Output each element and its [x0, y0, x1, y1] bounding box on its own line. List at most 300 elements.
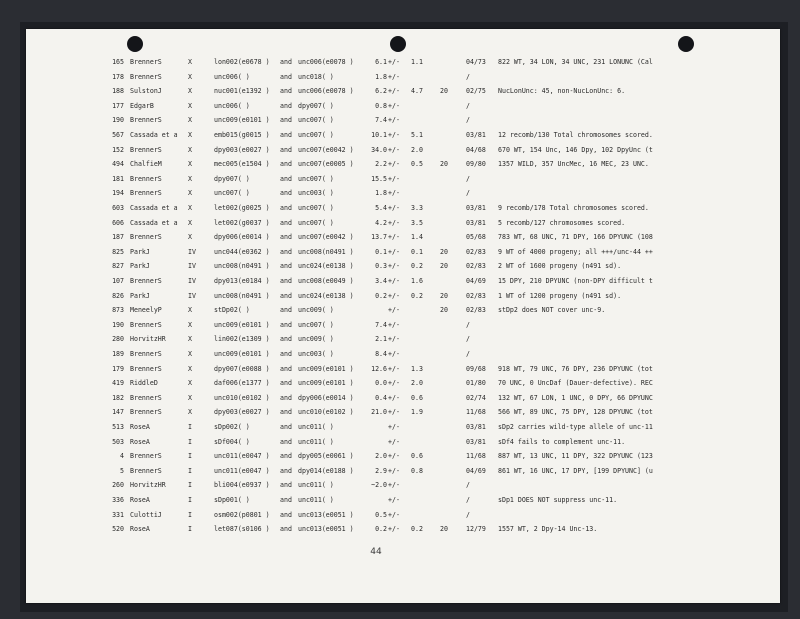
- conjunction-cell: and: [280, 350, 292, 358]
- gene-1-cell: unc009(e0101 ): [214, 350, 270, 358]
- error-cell: 0.2: [411, 291, 423, 300]
- table-row: [26, 84, 780, 98]
- gene-2-cell: dpy006(e0014 ): [298, 393, 354, 402]
- note-cell: 1557 WT, 2 Dpy-14 Unc-13.: [498, 525, 598, 534]
- gene-2-cell: unc011( ): [298, 481, 334, 490]
- conjunction-cell: and: [280, 218, 292, 227]
- table-row: [26, 493, 780, 507]
- gene-1-cell: unc011(e0047 ): [214, 466, 270, 475]
- record-number-cell: 827: [112, 262, 124, 271]
- gene-2-cell: unc006(e0078 ): [298, 87, 354, 96]
- gene-1-cell: emb015(g0015 ): [214, 131, 270, 139]
- table-row: [26, 318, 780, 332]
- map-distance-cell: 2.1: [375, 335, 387, 344]
- date-cell: 03/81: [466, 218, 486, 227]
- author-cell: CulottiJ: [130, 510, 162, 519]
- map-distance-cell: 0.0: [375, 379, 387, 388]
- map-distance-cell: 15.5: [371, 174, 387, 183]
- author-cell: ParkJ: [130, 262, 150, 271]
- author-cell: ParkJ: [130, 247, 150, 256]
- gene-2-cell: unc011( ): [298, 423, 334, 431]
- record-number-cell: 152: [112, 145, 124, 154]
- plus-minus-cell: +/-: [388, 131, 400, 139]
- author-cell: Cassada et a: [130, 218, 178, 227]
- note-cell: 70 UNC, 0 UncDaf (Dauer-defective). REC: [498, 379, 653, 388]
- date-cell: 02/74: [466, 393, 486, 402]
- gene-1-cell: stDp02( ): [214, 306, 250, 315]
- gene-1-cell: dpy006(e0014 ): [214, 233, 270, 242]
- error-cell: 0.2: [411, 262, 423, 271]
- gene-2-cell: unc024(e0138 ): [298, 291, 354, 300]
- date-cell: 04/69: [466, 466, 486, 475]
- date-cell: 03/81: [466, 437, 486, 446]
- date-cell: 04/69: [466, 277, 486, 285]
- error-cell: 4.7: [411, 87, 423, 96]
- plus-minus-cell: +/-: [388, 233, 400, 242]
- note-cell: 15 DPY, 210 DPYUNC (non-DPY difficult t: [498, 277, 653, 285]
- conjunction-cell: and: [280, 87, 292, 96]
- plus-minus-cell: +/-: [388, 277, 400, 285]
- plus-minus-cell: +/-: [388, 423, 400, 431]
- table-row: [26, 362, 780, 376]
- count-cell: 20: [440, 525, 448, 534]
- conjunction-cell: and: [280, 174, 292, 183]
- author-cell: HorvitzHR: [130, 481, 166, 490]
- gene-1-cell: unc007( ): [214, 189, 250, 198]
- conjunction-cell: and: [280, 72, 292, 81]
- conjunction-cell: and: [280, 379, 292, 388]
- conjunction-cell: and: [280, 204, 292, 212]
- chromosome-cell: I: [188, 525, 192, 534]
- map-distance-cell: 0.5: [375, 510, 387, 519]
- gene-2-cell: unc009(e0101 ): [298, 364, 354, 373]
- note-cell: 9 WT of 4000 progeny; all +++/unc-44 ++: [498, 247, 653, 256]
- conjunction-cell: and: [280, 364, 292, 373]
- record-number-cell: 873: [112, 306, 124, 315]
- gene-1-cell: dpy003(e0027 ): [214, 408, 270, 417]
- author-cell: BrennerS: [130, 189, 162, 198]
- record-number-cell: 503: [112, 437, 124, 446]
- date-cell: /: [466, 72, 470, 81]
- chromosome-cell: X: [188, 101, 192, 110]
- date-cell: 02/83: [466, 291, 486, 300]
- table-row: [26, 55, 780, 69]
- table-row: [26, 508, 780, 522]
- conjunction-cell: and: [280, 262, 292, 271]
- map-distance-cell: 0.2: [375, 291, 387, 300]
- table-row: [26, 172, 780, 186]
- conjunction-cell: and: [280, 291, 292, 300]
- gene-1-cell: osm002(p0801 ): [214, 510, 270, 519]
- record-number-cell: 280: [112, 335, 124, 344]
- error-cell: 2.0: [411, 379, 423, 388]
- conjunction-cell: and: [280, 437, 292, 446]
- gene-2-cell: unc003( ): [298, 189, 334, 198]
- error-cell: 1.1: [411, 58, 423, 66]
- record-number-cell: 260: [112, 481, 124, 490]
- author-cell: BrennerS: [130, 364, 162, 373]
- gene-1-cell: dpy007( ): [214, 174, 250, 183]
- plus-minus-cell: +/-: [388, 408, 400, 417]
- author-cell: ChalfieM: [130, 160, 162, 169]
- date-cell: /: [466, 189, 470, 198]
- map-distance-cell: 12.6: [371, 364, 387, 373]
- gene-1-cell: unc006( ): [214, 72, 250, 81]
- gene-2-cell: dpy014(e0188 ): [298, 466, 354, 475]
- record-number-cell: 188: [112, 87, 124, 96]
- error-cell: 0.5: [411, 160, 423, 169]
- conjunction-cell: and: [280, 320, 292, 329]
- table-row: [26, 186, 780, 200]
- table-row: [26, 522, 780, 536]
- error-cell: 1.6: [411, 277, 423, 285]
- note-cell: 887 WT, 13 UNC, 11 DPY, 322 DPYUNC (123: [498, 452, 653, 461]
- record-number-cell: 825: [112, 247, 124, 256]
- record-number-cell: 181: [112, 174, 124, 183]
- plus-minus-cell: +/-: [388, 320, 400, 329]
- gene-1-cell: daf006(e1377 ): [214, 379, 270, 388]
- chromosome-cell: X: [188, 408, 192, 417]
- note-cell: 783 WT, 68 UNC, 71 DPY, 166 DPYUNC (108: [498, 233, 653, 242]
- gene-1-cell: nuc001(e1392 ): [214, 87, 270, 96]
- date-cell: 03/81: [466, 131, 486, 139]
- error-cell: 3.3: [411, 204, 423, 212]
- plus-minus-cell: +/-: [388, 58, 400, 66]
- record-number-cell: 826: [112, 291, 124, 300]
- table-row: [26, 274, 780, 288]
- note-cell: 670 WT, 154 Unc, 146 Dpy, 102 DpyUnc (t: [498, 145, 653, 154]
- record-number-cell: 331: [112, 510, 124, 519]
- gene-1-cell: unc044(e0362 ): [214, 247, 270, 256]
- conjunction-cell: and: [280, 189, 292, 198]
- chromosome-cell: X: [188, 131, 192, 139]
- author-cell: BrennerS: [130, 393, 162, 402]
- gene-2-cell: unc007( ): [298, 204, 334, 212]
- map-distance-cell: ~2.0: [371, 481, 387, 490]
- gene-1-cell: unc008(n0491 ): [214, 262, 270, 271]
- map-distance-cell: 10.1: [371, 131, 387, 139]
- gene-2-cell: unc007( ): [298, 174, 334, 183]
- chromosome-cell: X: [188, 116, 192, 125]
- error-cell: 2.0: [411, 145, 423, 154]
- conjunction-cell: and: [280, 116, 292, 125]
- plus-minus-cell: +/-: [388, 189, 400, 198]
- conjunction-cell: and: [280, 466, 292, 475]
- date-cell: 03/81: [466, 423, 486, 431]
- date-cell: /: [466, 320, 470, 329]
- count-cell: 20: [440, 160, 448, 169]
- table-row: [26, 405, 780, 419]
- date-cell: 04/73: [466, 58, 486, 66]
- date-cell: /: [466, 116, 470, 125]
- count-cell: 20: [440, 291, 448, 300]
- conjunction-cell: and: [280, 160, 292, 169]
- note-cell: 861 WT, 16 UNC, 17 DPY, [199 DPYUNC] (u: [498, 466, 653, 475]
- author-cell: BrennerS: [130, 116, 162, 125]
- record-number-cell: 513: [112, 423, 124, 431]
- plus-minus-cell: +/-: [388, 466, 400, 475]
- conjunction-cell: and: [280, 131, 292, 139]
- map-distance-cell: 8.4: [375, 350, 387, 358]
- table-row: [26, 289, 780, 303]
- date-cell: /: [466, 481, 470, 490]
- conjunction-cell: and: [280, 510, 292, 519]
- error-cell: 3.5: [411, 218, 423, 227]
- author-cell: RoseA: [130, 525, 150, 534]
- note-cell: sDf4 fails to complement unc-11.: [498, 437, 626, 446]
- map-distance-cell: 0.8: [375, 101, 387, 110]
- gene-1-cell: unc011(e0047 ): [214, 452, 270, 461]
- record-number-cell: 606: [112, 218, 124, 227]
- table-row: [26, 157, 780, 171]
- conjunction-cell: and: [280, 58, 292, 66]
- map-distance-cell: 6.2: [375, 87, 387, 96]
- author-cell: SulstonJ: [130, 87, 162, 96]
- chromosome-cell: IV: [188, 291, 196, 300]
- note-cell: 1357 WILD, 357 UncMec, 16 MEC, 23 UNC.: [498, 160, 649, 169]
- gene-1-cell: dpy003(e0027 ): [214, 145, 270, 154]
- table-row: [26, 303, 780, 317]
- map-distance-cell: 0.4: [375, 393, 387, 402]
- plus-minus-cell: +/-: [388, 160, 400, 169]
- record-number-cell: 189: [112, 350, 124, 358]
- record-number-cell: 603: [112, 204, 124, 212]
- conjunction-cell: and: [280, 408, 292, 417]
- record-number-cell: 190: [112, 320, 124, 329]
- author-cell: BrennerS: [130, 72, 162, 81]
- date-cell: 02/83: [466, 306, 486, 315]
- gene-2-cell: unc008(n0491 ): [298, 247, 354, 256]
- gene-2-cell: unc009(e0101 ): [298, 379, 354, 388]
- record-number-cell: 4: [120, 452, 124, 461]
- map-distance-cell: 1.8: [375, 72, 387, 81]
- note-cell: 2 WT of 1600 progeny (n491 sd).: [498, 262, 622, 271]
- map-distance-cell: 5.4: [375, 204, 387, 212]
- gene-1-cell: let087(s0106 ): [214, 525, 270, 534]
- gene-2-cell: unc007(e0042 ): [298, 233, 354, 242]
- plus-minus-cell: +/-: [388, 87, 400, 96]
- chromosome-cell: IV: [188, 277, 196, 285]
- conjunction-cell: and: [280, 452, 292, 461]
- author-cell: MeneelyP: [130, 306, 162, 315]
- gene-1-cell: unc008(n0491 ): [214, 291, 270, 300]
- plus-minus-cell: +/-: [388, 291, 400, 300]
- chromosome-cell: X: [188, 350, 192, 358]
- chromosome-cell: X: [188, 58, 192, 66]
- conjunction-cell: and: [280, 481, 292, 490]
- chromosome-cell: I: [188, 466, 192, 475]
- gene-2-cell: unc011( ): [298, 437, 334, 446]
- table-row: [26, 113, 780, 127]
- chromosome-cell: X: [188, 335, 192, 344]
- note-cell: sDp2 carries wild-type allele of unc-11: [498, 423, 653, 431]
- plus-minus-cell: +/-: [388, 379, 400, 388]
- table-row: [26, 464, 780, 478]
- date-cell: /: [466, 335, 470, 344]
- chromosome-cell: X: [188, 364, 192, 373]
- chromosome-cell: X: [188, 218, 192, 227]
- conjunction-cell: and: [280, 277, 292, 285]
- map-distance-cell: 34.0: [371, 145, 387, 154]
- count-cell: 20: [440, 306, 448, 315]
- plus-minus-cell: +/-: [388, 72, 400, 81]
- punch-hole: [390, 36, 406, 52]
- chromosome-cell: X: [188, 189, 192, 198]
- gene-1-cell: unc010(e0102 ): [214, 393, 270, 402]
- gene-1-cell: dpy013(e0184 ): [214, 277, 270, 285]
- table-row: [26, 478, 780, 492]
- gene-2-cell: unc007( ): [298, 116, 334, 125]
- count-cell: 20: [440, 247, 448, 256]
- date-cell: 01/80: [466, 379, 486, 388]
- gene-2-cell: dpy007( ): [298, 101, 334, 110]
- gene-2-cell: unc007(e0042 ): [298, 145, 354, 154]
- gene-1-cell: unc009(e0101 ): [214, 320, 270, 329]
- plus-minus-cell: +/-: [388, 481, 400, 490]
- record-number-cell: 178: [112, 72, 124, 81]
- gene-1-cell: sDf004( ): [214, 437, 250, 446]
- table-row: [26, 99, 780, 113]
- table-row: [26, 128, 780, 142]
- chromosome-cell: I: [188, 423, 192, 431]
- map-distance-cell: 7.4: [375, 320, 387, 329]
- conjunction-cell: and: [280, 525, 292, 534]
- map-distance-cell: 0.3: [375, 262, 387, 271]
- table-row: [26, 376, 780, 390]
- gene-2-cell: unc007( ): [298, 320, 334, 329]
- gene-1-cell: sDp001( ): [214, 496, 250, 504]
- map-distance-cell: 3.4: [375, 277, 387, 285]
- record-number-cell: 190: [112, 116, 124, 125]
- plus-minus-cell: +/-: [388, 496, 400, 504]
- date-cell: 02/75: [466, 87, 486, 96]
- gene-2-cell: unc010(e0102 ): [298, 408, 354, 417]
- note-cell: 918 WT, 79 UNC, 76 DPY, 236 DPYUNC (tot: [498, 364, 653, 373]
- gene-2-cell: unc024(e0138 ): [298, 262, 354, 271]
- plus-minus-cell: +/-: [388, 204, 400, 212]
- error-cell: 0.2: [411, 525, 423, 534]
- table-row: [26, 435, 780, 449]
- date-cell: /: [466, 101, 470, 110]
- table-row: [26, 259, 780, 273]
- author-cell: Cassada et a: [130, 204, 178, 212]
- gene-1-cell: bli004(e0937 ): [214, 481, 270, 490]
- error-cell: 0.6: [411, 452, 423, 461]
- error-cell: 1.4: [411, 233, 423, 242]
- chromosome-cell: I: [188, 452, 192, 461]
- date-cell: /: [466, 174, 470, 183]
- note-cell: sDp1 DOES NOT suppress unc-11.: [498, 496, 618, 504]
- map-distance-cell: 0.1: [375, 247, 387, 256]
- author-cell: RoseA: [130, 423, 150, 431]
- date-cell: 09/80: [466, 160, 486, 169]
- gene-2-cell: unc007(e0005 ): [298, 160, 354, 169]
- gene-2-cell: unc009( ): [298, 306, 334, 315]
- table-row: [26, 420, 780, 434]
- date-cell: 02/83: [466, 262, 486, 271]
- gene-1-cell: let002(g0037 ): [214, 218, 270, 227]
- table-row: [26, 391, 780, 405]
- conjunction-cell: and: [280, 496, 292, 504]
- plus-minus-cell: +/-: [388, 145, 400, 154]
- table-row: [26, 143, 780, 157]
- gene-2-cell: unc009( ): [298, 335, 334, 344]
- plus-minus-cell: +/-: [388, 116, 400, 125]
- conjunction-cell: and: [280, 247, 292, 256]
- plus-minus-cell: +/-: [388, 525, 400, 534]
- date-cell: /: [466, 350, 470, 358]
- conjunction-cell: and: [280, 101, 292, 110]
- gene-2-cell: unc013(e0051 ): [298, 525, 354, 534]
- punch-hole: [678, 36, 694, 52]
- punch-hole: [127, 36, 143, 52]
- record-number-cell: 165: [112, 58, 124, 66]
- gene-2-cell: dpy005(e0061 ): [298, 452, 354, 461]
- conjunction-cell: and: [280, 145, 292, 154]
- plus-minus-cell: +/-: [388, 364, 400, 373]
- gene-1-cell: let002(g0025 ): [214, 204, 270, 212]
- author-cell: BrennerS: [130, 233, 162, 242]
- gene-1-cell: mec005(e1504 ): [214, 160, 270, 169]
- author-cell: EdgarB: [130, 101, 154, 110]
- gene-2-cell: unc003( ): [298, 350, 334, 358]
- note-cell: 1 WT of 1200 progeny (n491 sd).: [498, 291, 622, 300]
- chromosome-cell: I: [188, 496, 192, 504]
- record-number-cell: 494: [112, 160, 124, 169]
- error-cell: 1.3: [411, 364, 423, 373]
- map-distance-cell: 7.4: [375, 116, 387, 125]
- chromosome-cell: X: [188, 72, 192, 81]
- gene-1-cell: dpy007(e0088 ): [214, 364, 270, 373]
- plus-minus-cell: +/-: [388, 174, 400, 183]
- note-cell: 822 WT, 34 LON, 34 UNC, 231 LONUNC (Cal: [498, 58, 653, 66]
- conjunction-cell: and: [280, 306, 292, 315]
- plus-minus-cell: +/-: [388, 437, 400, 446]
- plus-minus-cell: +/-: [388, 218, 400, 227]
- gene-2-cell: unc008(e0049 ): [298, 277, 354, 285]
- gene-2-cell: unc011( ): [298, 496, 334, 504]
- conjunction-cell: and: [280, 233, 292, 242]
- gene-2-cell: unc007( ): [298, 131, 334, 139]
- gene-1-cell: unc006( ): [214, 101, 250, 110]
- gene-2-cell: unc018( ): [298, 72, 334, 81]
- author-cell: RoseA: [130, 437, 150, 446]
- note-cell: NucLonUnc: 45, non-NucLonUnc: 6.: [498, 87, 626, 96]
- author-cell: BrennerS: [130, 408, 162, 417]
- chromosome-cell: IV: [188, 247, 196, 256]
- map-distance-cell: 2.9: [375, 466, 387, 475]
- author-cell: RoseA: [130, 496, 150, 504]
- date-cell: 11/68: [466, 408, 486, 417]
- plus-minus-cell: +/-: [388, 393, 400, 402]
- plus-minus-cell: +/-: [388, 247, 400, 256]
- plus-minus-cell: +/-: [388, 101, 400, 110]
- plus-minus-cell: +/-: [388, 452, 400, 461]
- count-cell: 20: [440, 87, 448, 96]
- gene-1-cell: lin002(e1309 ): [214, 335, 270, 344]
- author-cell: BrennerS: [130, 320, 162, 329]
- table-row: [26, 449, 780, 463]
- gene-2-cell: unc013(e0051 ): [298, 510, 354, 519]
- error-cell: 0.6: [411, 393, 423, 402]
- record-number-cell: 107: [112, 277, 124, 285]
- gene-1-cell: sDp002( ): [214, 423, 250, 431]
- record-number-cell: 182: [112, 393, 124, 402]
- error-cell: 5.1: [411, 131, 423, 139]
- map-distance-cell: 13.7: [371, 233, 387, 242]
- date-cell: /: [466, 496, 470, 504]
- chromosome-cell: X: [188, 306, 192, 315]
